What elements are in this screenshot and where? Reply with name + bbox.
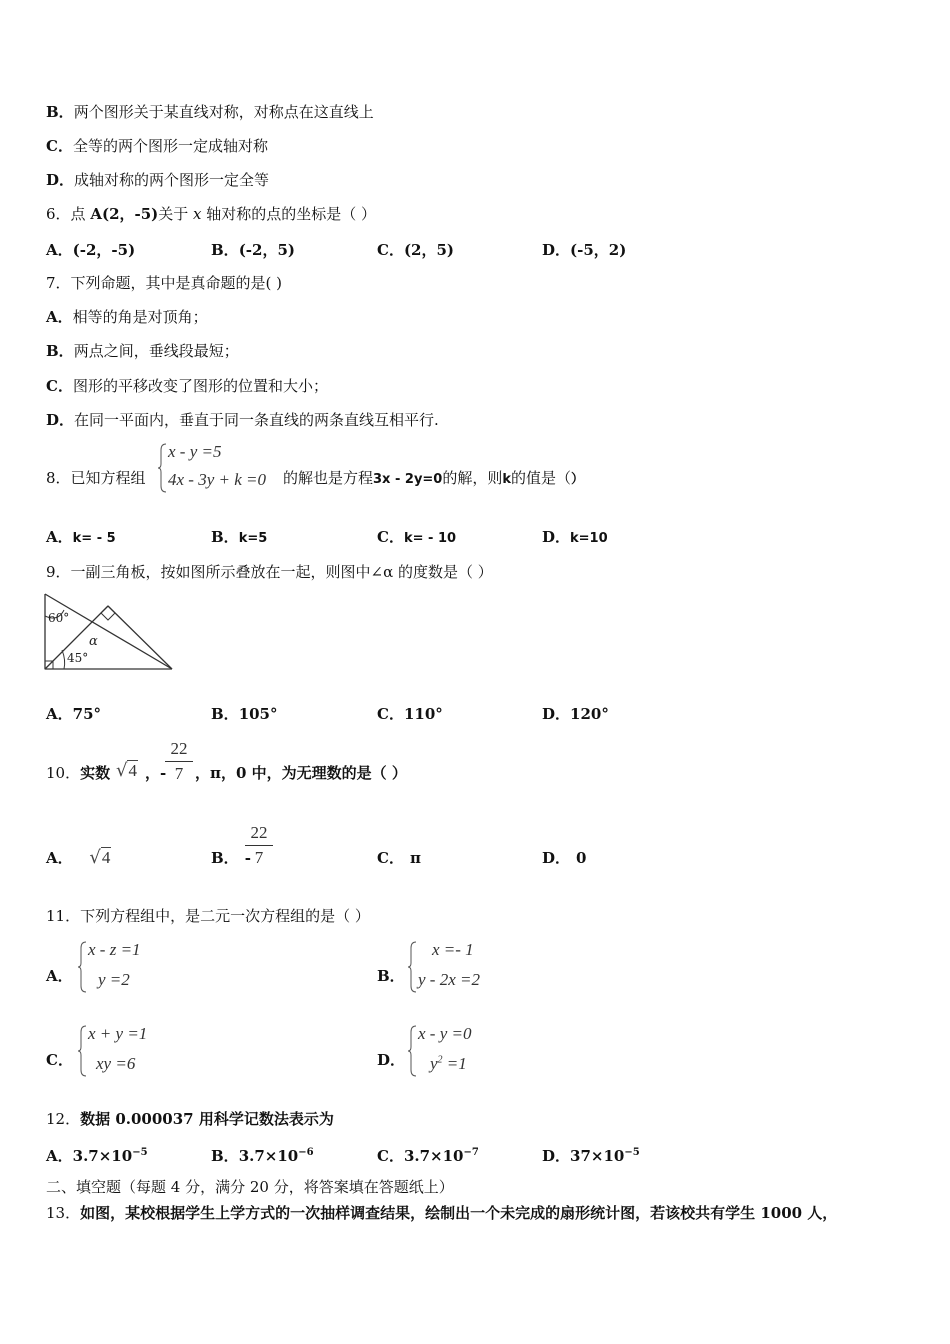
q10-option-b-fraction: 22 7 <box>245 823 273 868</box>
sqrt-icon: √ <box>89 847 101 868</box>
section-2-heading: 二、填空题（每题 4 分，满分 20 分，将答案填在答题纸上） <box>46 1178 454 1196</box>
brace-icon <box>408 940 418 994</box>
q10-separator: ，- <box>145 764 167 782</box>
q9-option-c: C．110° <box>377 705 443 723</box>
q12-option-d: D．$37\times 10^{-5}$ <box>542 1147 640 1165</box>
brace-icon <box>158 442 168 494</box>
q5-option-c: C．全等的两个图形一定成轴对称 <box>46 137 268 155</box>
q6-stem: 6．点 A(2，-5)关于 x 轴对称的点的坐标是（ ） <box>46 205 377 223</box>
q9-option-a: A．75° <box>46 705 102 723</box>
q6-option-a: A．(-2，-5) <box>46 241 136 259</box>
q11-option-c-label: C． <box>46 1051 73 1069</box>
q11-option-d-label: D． <box>377 1051 406 1069</box>
q10-option-d: D． 0 <box>542 849 587 867</box>
q11-option-a-label: A． <box>46 967 73 985</box>
brace-icon <box>408 1024 418 1078</box>
angle-45-label: 45° <box>67 651 89 665</box>
q5-option-b: B．两个图形关于某直线对称，对称点在这直线上 <box>46 103 374 121</box>
sqrt-icon: √ <box>116 760 128 781</box>
q6-option-d: D．(-5，2) <box>542 241 627 259</box>
brace-icon <box>78 940 88 994</box>
q11-option-b-label: B． <box>377 967 405 985</box>
q5-option-d: D．成轴对称的两个图形一定全等 <box>46 171 270 189</box>
q11-option-a-system: x - z =1 y =2 <box>78 940 178 994</box>
q12-option-b: B．$3.7\times 10^{-6}$ <box>211 1147 314 1165</box>
q9-triangle-figure <box>44 592 176 672</box>
q10-stem-start: 10．实数 <box>46 764 111 782</box>
q8-stem-end: 的解也是方程3x - 2y=0的解，则k的值是（） <box>283 469 585 487</box>
q10-option-a: A． √4 <box>46 847 111 868</box>
q7-option-d: D．在同一平面内，垂直于同一条直线的两条直线互相平行. <box>46 411 439 429</box>
q7-option-a: A．相等的角是对顶角； <box>46 308 208 326</box>
q13-stem: 13．如图，某校根据学生上学方式的一次抽样调查结果，绘制出一个未完成的扇形统计图，若该校共有学生 1000 人， <box>46 1204 838 1222</box>
q11-stem: 11．下列方程组中，是二元一次方程组的是（ ） <box>46 907 370 925</box>
q8-option-a: A．k= - 5 <box>46 528 116 546</box>
brace-icon <box>78 1024 88 1078</box>
q9-option-b: B．105° <box>211 705 278 723</box>
q10-option-c: C． π <box>377 849 421 867</box>
q10-sqrt-4: √4 <box>116 760 137 781</box>
q11-option-d-system: x - y =0 $y^2 =1$ <box>408 1024 508 1078</box>
q8-equation-system: x - y =5 4x - 3y + k =0 <box>158 442 283 494</box>
q6-option-c: C．(2，5) <box>377 241 455 259</box>
q8-option-b: B．k=5 <box>211 528 268 546</box>
q8-option-d: D．k=10 <box>542 528 608 546</box>
q12-option-a: A．$3.7\times 10^{-5}$ <box>46 1147 148 1165</box>
q12-option-c: C．$3.7\times 10^{-7}$ <box>377 1147 479 1165</box>
q9-stem: 9．一副三角板，按如图所示叠放在一起，则图中∠α 的度数是（ ） <box>46 563 493 581</box>
q10-stem-end: ，π，0 中，为无理数的是（ ） <box>195 764 407 782</box>
alpha-label: α <box>89 634 98 649</box>
q11-option-b-system: x =- 1 y - 2x =2 <box>408 940 508 994</box>
q12-stem: 12．数据 0.000037 用科学记数法表示为 <box>46 1110 334 1128</box>
q7-option-c: C．图形的平移改变了图形的位置和大小； <box>46 377 328 395</box>
q10-option-b-label: B． - <box>211 849 251 867</box>
q10-fraction: 22 7 <box>165 739 193 784</box>
q8-stem-start: 8．已知方程组 <box>46 469 146 487</box>
q7-option-b: B．两点之间，垂线段最短； <box>46 342 239 360</box>
q8-option-c: C．k= - 10 <box>377 528 457 546</box>
q11-option-c-system: x + y =1 xy =6 <box>78 1024 178 1078</box>
q7-stem: 7．下列命题，其中是真命题的是( ) <box>46 274 283 292</box>
q9-option-d: D．120° <box>542 705 609 723</box>
q6-option-b: B．(-2，5) <box>211 241 295 259</box>
set-square-diagram <box>44 592 176 672</box>
angle-60-label: 60° <box>48 611 70 625</box>
